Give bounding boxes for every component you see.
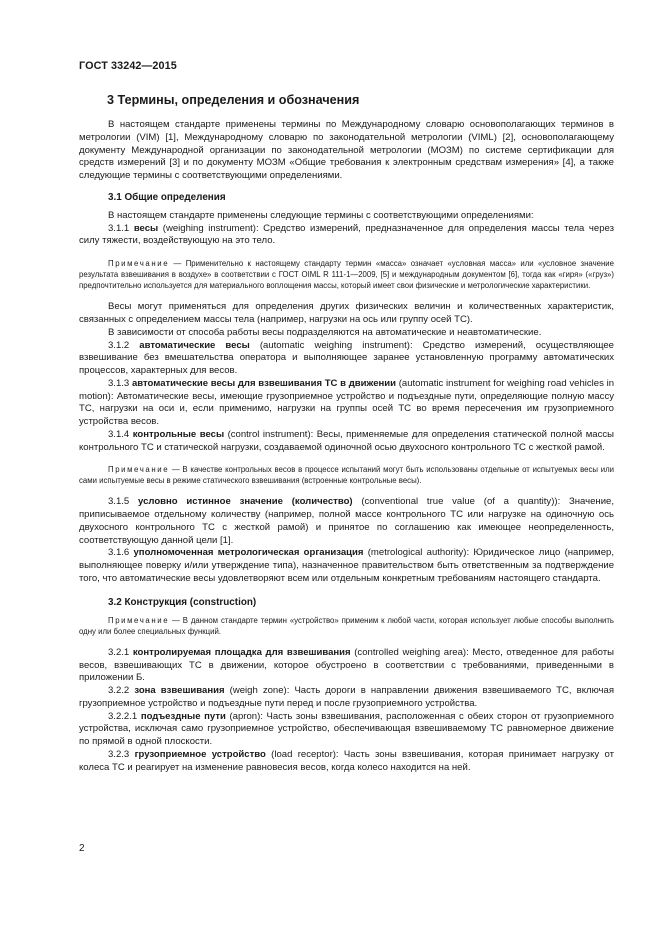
definition-3-2-2-1: 3.2.2.1 подъездные пути (apron): Часть зоны взвешивания, расположенная с обеих сторон от грузоприемного устройства, исключая само грузоприемное устройство, обеспечивающая взвешиваемому ТС равномерное движение по прямой в одной плоскости.	[79, 710, 614, 748]
subsection-3-1-intro: В настоящем стандарте применены следующие термины с соответствующими определениями:	[108, 209, 534, 221]
section-title: 3 Термины, определения и обозначения	[107, 93, 360, 107]
note-3: Примечание — В данном стандарте термин «устройство» применим к любой части, которая использует любые способы выполнить одну или более специальных функций.	[79, 615, 614, 636]
definition-3-1-5: 3.1.5 условно истинное значение (количество) (conventional true value (of a quantity)): Значение, приписываемое отдельному количеству (например, полной массе контрольного ТС или нагрузке на одиночную ось двухосного контрольного ТС с жесткой рамой) и принятое по соглашению как имеющее неопределенность, соответствующую данной цели [1].	[79, 496, 614, 546]
term: весы	[133, 222, 159, 234]
paragraph-use: Весы могут применяться для определения других физических величин и количественных характеристик, связанных с определением массы тела (например, нагрузки на ось или группу осей ТС).	[79, 301, 614, 326]
term: автоматические весы для взвешивания ТС в движении	[131, 377, 397, 389]
term: условно истинное значение (количество)	[138, 496, 353, 508]
definition-3-1-6: 3.1.6 уполномоченная метрологическая организация (metrological authority): Юридическое лицо (например, выполняющее поверку и/или утверждение типа), назначенное правительством быть ответственным за подтверждение того, что автоматические весы удовлетворяют всем или отдельным конкретным требованиям настоящего стандарта.	[79, 547, 614, 584]
definition-3-1-1: 3.1.1 весы (weighing instrument): Средство измерений, предназначенное для определения массы тела через силу тяжести, воздействующую на это тело.	[79, 222, 614, 247]
term: уполномоченная метрологическая организация	[133, 547, 364, 559]
term: подъездные пути	[140, 710, 226, 722]
note-label: Примечание	[108, 259, 170, 268]
note-1: Примечание — Применительно к настоящему стандарту термин «масса» означает «условная масса» или «условное значение результата взвешивания в воздухе» в соответствии с ГОСТ OIML R 111-1—2009, [5] и международным документом [6], тогда как «гиря» («груз») предпочтительно используется для материального воплощения массы, который имеет свои физические и метрологические характеристики.	[79, 259, 614, 291]
term: контрольные весы	[132, 428, 225, 440]
note-2: Примечание — В качестве контрольных весов в процессе испытаний могут быть использованы отдельные от испытуемых весы или сами испытуемые весы в режиме статического взвешивания (встроенные контрольные весы).	[79, 465, 614, 486]
term: автоматические весы	[139, 339, 250, 351]
term: контролируемая площадка для взвешивания	[132, 646, 351, 658]
definition-3-1-2: 3.1.2 автоматические весы (automatic weighing instrument): Средство измерений, осуществляющее взвешивание без вмешательства оператора и выполняющее заранее установленную программу автоматических процессов, характерных для весов.	[79, 339, 614, 377]
subsection-3-2-title: 3.2 Конструкция (construction)	[108, 596, 257, 608]
definition-3-1-3: 3.1.3 автоматические весы для взвешивания ТС в движении (automatic instrument for weighing road vehicles in motion): Автоматические весы, имеющие грузоприемное устройство и подъездные пути, определяющие полную массу ТС, нагрузки на оси и, если применимо, нагрузки на группы осей ТС во время пересечения им грузоприемного устройства весов.	[79, 377, 614, 428]
standard-header: ГОСТ 33242—2015	[79, 60, 177, 72]
definition-3-1-4: 3.1.4 контрольные весы (control instrument): Весы, применяемые для определения статической полной массы контрольного ТС и статической нагрузки, создаваемой одиночной осью двухосного контрольного ТС с жесткой рамой.	[79, 428, 614, 453]
subsection-3-1-title: 3.1 Общие определения	[108, 191, 226, 203]
definition-3-2-2: 3.2.2 зона взвешивания (weigh zone): Часть дороги в направлении движения взвешиваемого ТС, включая грузоприемное устройство и подъездные пути перед и после грузоприемного устройства.	[79, 685, 614, 709]
paragraph-split: В зависимости от способа работы весы подразделяются на автоматические и неавтоматические.	[108, 326, 542, 338]
page-number: 2	[79, 843, 85, 854]
section-intro: В настоящем стандарте применены термины по Международному словарю основополагающих терминов в метрологии (VIM) [1], Международному словарю по законодательной метрологии (VIML) [2], основополагающему документу Международной организации по законодательной метрологии (МОЗМ) по системе сертификации для средств измерений [3] и по документу МОЗМ «Общие требования к электронным средствам измерения» [4], а также следующие термины с соответствующими определениями.	[79, 119, 614, 181]
term: зона взвешивания	[134, 685, 225, 697]
definition-3-2-3: 3.2.3 грузоприемное устройство (load receptor): Часть зоны взвешивания, которая принимает нагрузку от колеса ТС и реагирует на изменение равновесия весов, когда колесо находится на ней.	[79, 748, 614, 773]
page-content	[79, 92, 614, 774]
note-label: Примечание	[108, 615, 170, 625]
note-label: Примечание	[108, 465, 170, 475]
definition-3-2-1: 3.2.1 контролируемая площадка для взвешивания (controlled weighing area): Место, отведенное для работы весов, взвешивающих ТС в движении, которое обустроено в соответствии с требованиями, приведенными в приложении Б.	[79, 646, 614, 684]
term: грузоприемное устройство	[134, 748, 266, 760]
